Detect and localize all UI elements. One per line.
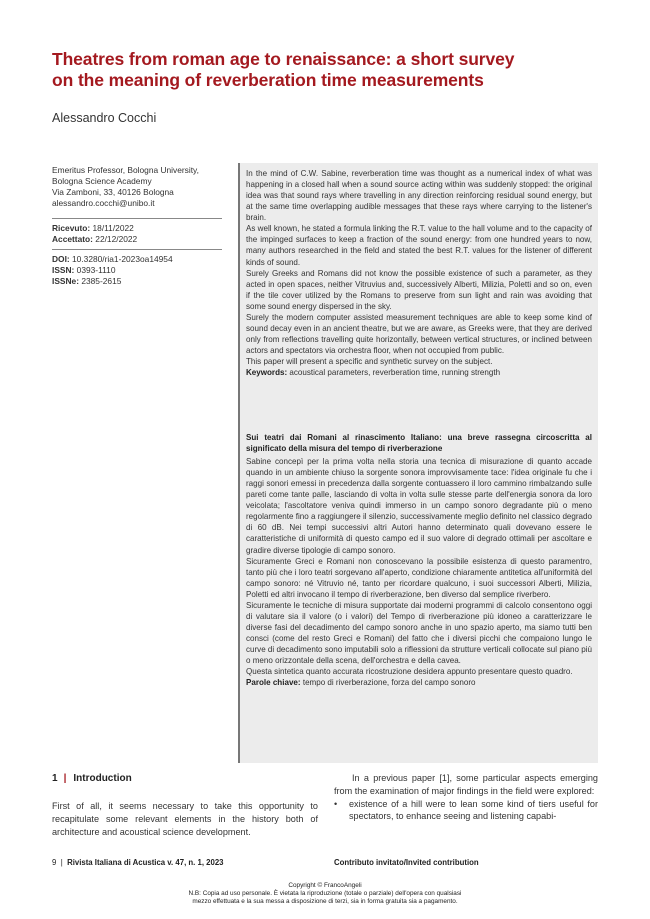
doi: [52, 254, 232, 265]
body-left-column: [52, 800, 318, 838]
received-label: Ricevuto:: [52, 223, 91, 233]
author-name: Alessandro Cocchi: [52, 111, 157, 125]
abstract-en-paragraph: Surely the modern computer assisted measurement techniques are able to keep some kind of sound decay even in an ancient theatre, but we are aware, as Greeks were, that they are derived only from reflections travelling quite horizontally, between vertical structures, or inclined between actors and spectators via orchestra floor, when not occupied from public.: [246, 312, 592, 355]
section-heading: [52, 773, 132, 784]
abstract-it-paragraph: Sicuramente Greci e Romani non conoscevano la possibile esistenza di questo paramentro, tanto più che i loro teatri sorgevano all'aperto, condizione chiaramente antitetica all'uniformità del campo sonoro: né Vitruvio né, tanto per ricordare qualcuno, i suoi successori Alberti, Milizia, Poletti ed altri invocano il tempo di riverberazione, ben diverso dal semplice riverbero.: [246, 556, 592, 599]
keywords-it-label: Parole chiave:: [246, 678, 301, 688]
abstract-left-rule: [238, 163, 240, 763]
accepted-label: Accettato:: [52, 234, 93, 244]
keywords-en: [246, 367, 592, 378]
section-title: Introduction: [73, 773, 132, 784]
abstract-en-paragraph: Surely Greeks and Romans did not know the possible existence of such a parameter, as they acted in open spaces, neither Vitruvius and, successively Alberti, Milizia, Poletti and so on, even if the tile cover utilized by the Romans to preserve from sun light and rain was avoiding that some sound energy dispersed in the sky.: [246, 268, 592, 311]
bullet-text: existence of a hill were to lean some kind of tiers useful for spectators, to enhance seeing and listening capabi-: [349, 798, 598, 822]
page-footer: [52, 858, 224, 867]
divider: [52, 249, 222, 250]
issne-value: 2385-2615: [81, 276, 122, 286]
accepted-value: 22/12/2022: [95, 234, 138, 244]
received-value: 18/11/2022: [92, 223, 134, 233]
copyright-notice: [0, 882, 650, 905]
bullet-symbol: •: [334, 798, 338, 809]
abstract-it-paragraph: Sicuramente le tecniche di misura supportate dai moderni programmi di calcolo consentono oggi di valutare sia il valore (o i valori) del Tempo di riverberazione più idoneo a caratterizzare le diverse fasi del decadimento del campo sonoro anche in uno spazio aperto, ma siamo tutti ben consci (come del resto Greci e Romani) del fatto che i diversi picchi che compaiono lungo le curve di decadimento sono imputabili solo a riflessioni da strutture verticali collocate sul piano più o meno orizzontale della scena, dell'orchestra e della cavea.: [246, 600, 592, 666]
copyright-line-3: mezzo effettuata e la sua messa a disposizione di terzi, sia in forma gratuita sia a pagamento.: [192, 897, 458, 905]
journal-citation: Rivista Italiana di Acustica v. 47, n. 1, 2023: [67, 858, 224, 867]
abstract-italian-heading: Sui teatri dai Romani al rinascimento Italiano: una breve rassegna circoscritta al significato della misura del tempo di riverberazione: [246, 433, 592, 453]
doi-link[interactable]: 10.3280/ria1-2023oa14954: [72, 254, 173, 264]
affiliation-line-1: Emeritus Professor, Bologna University,: [52, 165, 199, 175]
divider: [52, 218, 222, 219]
keywords-en-label: Keywords:: [246, 368, 288, 378]
abstract-en-paragraph: This paper will present a specific and synthetic survey on the subject.: [246, 357, 493, 367]
copyright-line-2: N.B: Copia ad uso personale. È vietata la riproduzione (totale o parziale) dell'opera con qualsiasi: [188, 889, 462, 897]
abstract-italian: [246, 456, 592, 688]
affiliation: [52, 165, 232, 209]
keywords-it-value: tempo di riverberazione, forza del campo sonoro: [302, 678, 476, 688]
issne-label: ISSNe:: [52, 276, 79, 286]
issn-value: 0393-1110: [76, 265, 116, 275]
issn-label: ISSN:: [52, 265, 75, 275]
title-line-1: Theatres from roman age to renaissance: a short survey: [52, 49, 515, 69]
affiliation-line-2: Bologna Science Academy: [52, 176, 152, 186]
page-number: 9: [52, 858, 57, 867]
affiliation-address: Via Zamboni, 33, 40126 Bologna: [52, 187, 174, 197]
section-number: 1: [52, 773, 58, 784]
doi-label: DOI:: [52, 254, 70, 264]
article-title: [52, 49, 612, 91]
accepted-date: [52, 234, 232, 245]
author-email[interactable]: alessandro.cocchi@unibo.it: [52, 198, 155, 208]
issne: [52, 276, 232, 287]
abstract-it-paragraph: Sabine concepì per la prima volta nella storia una tecnica di misurazione di quanto accade quando in un ambiente chiuso la sorgente sonora improvvisamente tace: l'idea originale fu che i raggi sonori emessi in precedenza dalla sorgente contuassero il loro cammino rimbalzando sulle pareti come tante palle, lasciando di volta in volta sulle stesse parte dell'energia sonora da loro veicolata; l'ascoltatore veniva quindi immerso in un campo sonoro degradante più o meno regolarmente fino a raggiungere il silenzio, successivamente meglio definito nel classico degrado di 60 dB. Nei tempi successivi altri Autori hanno determinato quali dovevano essere le caratteristiche di uniformità di questo campo ed il suo valore di degrado ottimali per ascoltare e gradire diverse tipologie di campo sonoro.: [246, 457, 592, 555]
identifiers: [52, 254, 232, 287]
bullet-item: [334, 798, 598, 824]
abstract-en-paragraph: In the mind of C.W. Sabine, reverberation time was thought as a numerical index of what was happening in a closed hall when a sound source acting within was suddenly stopped: the original idea was that sound rays where travelling in any direction reinforcing residual sound energy, but at the same time overlapping audible messages that these rays where carrying to the listener's brain.: [246, 169, 592, 223]
section-separator: |: [63, 773, 67, 784]
issn: [52, 265, 232, 276]
keywords-it: [246, 677, 592, 688]
body-right-column: [334, 772, 598, 823]
body-paragraph: First of all, it seems necessary to take this opportunity to recapitulate some relevant elements in the history both of architecture and acoustical science development.: [52, 801, 318, 837]
submission-dates: [52, 223, 232, 245]
contribution-type: Contributo invitato/Invited contribution: [334, 858, 479, 867]
title-line-2: on the meaning of reverberation time measurements: [52, 70, 484, 90]
abstract-en-paragraph: As well known, he stated a formula linking the R.T. value to the hall volume and to the capacity of the impinged surfaces to keep a fraction of the sound energy: from one hundred years to now, many authors researched in the field and stated the best R.T. values for the listener of different kinds of sound.: [246, 224, 592, 267]
keywords-en-value: acoustical parameters, reverberation time, running strength: [289, 368, 501, 378]
abstract-english: [246, 168, 592, 378]
copyright-line-1: Copyright © FrancoAngeli: [288, 882, 362, 889]
footer-separator: |: [60, 858, 63, 867]
body-paragraph: In a previous paper [1], some particular aspects emerging from the examination of major findings in the field were explored:: [334, 773, 598, 796]
abstract-it-paragraph: Questa sintetica quanto accurata ricostruzione desidera appunto presentare questo quadro.: [246, 667, 573, 677]
received-date: [52, 223, 232, 234]
